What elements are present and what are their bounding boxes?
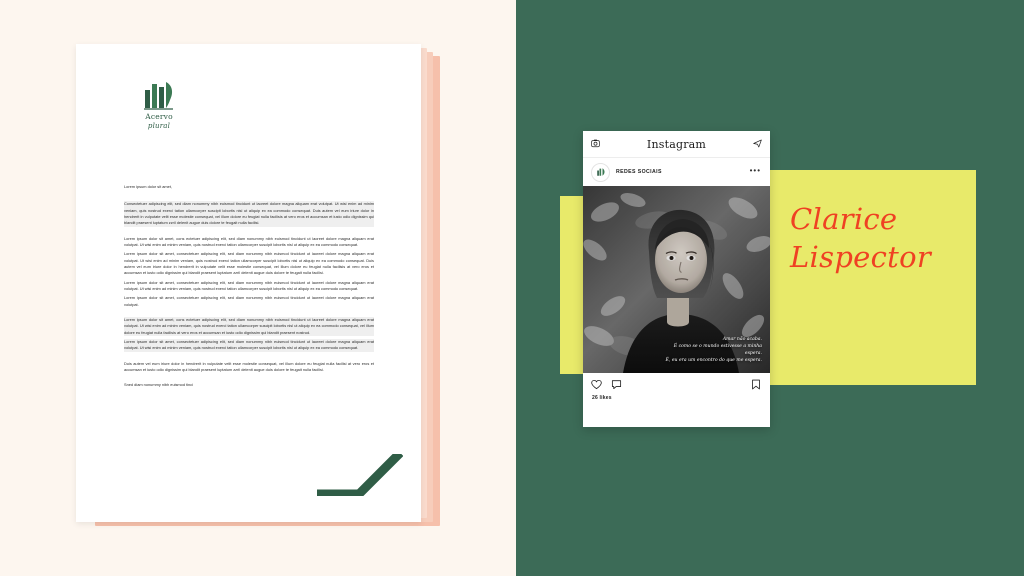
letter-paragraph: Lorem ipsum dolor sit amet, consectetuer adipiscing elit, sed diam nonummy nibh euismod tincidunt ut laoreet dolore magna aliquam erat volutpat. (124, 295, 374, 307)
instagram-user-row: REDES SOCIAIS ••• (583, 158, 770, 186)
bookmark-icon[interactable] (751, 379, 761, 390)
letter-paragraph: Duis autem vel eum iriure dolor in hendrerit in vulputate velit esse molestie consequat, vel illum dolore eu feugiat nulla facilisi at vero eros et accumsan et iusto odio dignissim qui blandit praesent luptatum zzril delenit augue duis dolore te feugait nulla facilisi. (124, 360, 374, 372)
heart-icon[interactable] (591, 379, 602, 390)
photo-quote-line3: É, eu era um encontro do que me espera. (665, 357, 762, 363)
letter-paragraph: Lorem ipsum dolor sit amet, cons ectetuer adipiscing elit, sed diam nonummy nibh euismod tincidunt ut laoreet dolore magna aliquam erat volutpat. Ut wisi enim ad minim veniam, quis nostrud exerci tation ullamcorper suscipit lobortis nisl ut aliquip ex ea commodo consequat. (124, 235, 374, 247)
bar-chart-leaf-logo-icon (124, 76, 194, 110)
letter-salutation: Lorem ipsum dolor sit amet, (124, 184, 173, 189)
instagram-photo (583, 186, 770, 373)
avatar[interactable] (591, 163, 610, 182)
comment-icon[interactable] (611, 379, 622, 390)
brand-name-line2: plural (147, 121, 171, 130)
letter-body (124, 184, 374, 398)
instagram-username[interactable]: REDES SOCIAIS (616, 169, 662, 175)
letterhead-document (76, 44, 421, 522)
photo-quote (657, 336, 762, 364)
messenger-icon[interactable] (753, 139, 762, 148)
photo-quote-line2: É como se o mundo estivesse a minha espera. (673, 343, 762, 356)
instagram-action-bar (583, 373, 770, 395)
brand-logo (124, 76, 194, 130)
letter-paragraph: Consectetuer adipiscing elit, sed diam nonummy nibh euismod tincidunt ut laoreet dolore magna aliquam erat volutpat. Ut wisi enim ad minim veniam, quis nostrud exerci tation ullamcorper suscipit lobortis nisl ut aliquip ex ea commodo consequat. Duis autem vel eum iriure dolor in hendrerit in vulputate velit esse molestie consequat, vel illum dolore eu feugiat nulla facilisis at vero eros et accumsan et iusto odio dignissim qui blandit praesent luptatum zzril delenit augue duis dolore te feugait nulla facilisi. (124, 201, 374, 226)
letter-paragraph: Lorem ipsum dolor sit amet, consectetuer adipiscing elit, sed diam nonummy nibh euismod tincidunt ut laoreet dolore magna aliquam erat volutpat. Ut wisi enim ad minim veniam, quis nostrud exerci tation ullamcorper suscipit lobortis nisl ut aliquip ex ea commodo consequat. (124, 338, 374, 351)
instagram-wordmark: Instagram (646, 138, 707, 151)
likes-count: 26 likes (592, 395, 612, 401)
poster-title-line1: Clarice (790, 202, 898, 236)
letter-paragraph: Lorem ipsum dolor sit amet, consectetuer adipiscing elit, sed diam nonummy nibh euismod tincidunt ut laoreet dolore magna aliquam erat volutpat. Ut wisi enim ad minim veniam, quis nostrud exerci tation ullamcorper suscipit lobortis nisl ut aliquip ex ea commodo consequat. (124, 279, 374, 291)
instagram-post-card (583, 131, 770, 427)
poster-title (790, 200, 980, 277)
corner-accent-mark (317, 454, 403, 496)
letter-paragraph: Sned diam nonummy nibh euismod tinci (124, 382, 193, 388)
brand-name (124, 113, 194, 130)
instagram-top-bar (583, 131, 770, 158)
poster-title-line2: Lispector (790, 240, 932, 275)
letter-paragraph: Lorem ipsum dolor sit amet, consectetuer adipiscing elit, sed diam nonummy nibh euismod tincidunt ut laoreet dolore magna aliquam erat volutpat. Ut wisi enim ad minim veniam, quis nostrud exerci tation ullamcorper suscipit lobortis nisl ut aliquip ex ea commodo consequat. Duis autem vel eum iriure dolor in hendrerit in vulputate velit esse molestie consequat, vel illum dolore eu feugiat nulla facilisis at vero eros et accumsan et iusto odio dignissim qui blandit praesent luptatum zzril delenit augue duis dolore te feugait nulla facilisi. (124, 251, 374, 276)
photo-quote-line1: Amar não acaba. (722, 336, 762, 342)
brand-name-line1: Acervo (145, 112, 173, 121)
letter-paragraph: Lorem ipsum dolor sit amet, cons ectetuer adipiscing elit, sed diam nonummy nibh euismod tincidunt ut laoreet dolore magna aliquam erat volutpat. Ut wisi enim ad minim veniam, quis nostrud exerci tation ullamcorper suscipit lobortis nisl ut aliquip ex ea commodo consequat, vel illum dolore eu feugiat nulla facilisis at vero eros et accumsan et iusto odio dignissim qui blandit praesent nostrud. (124, 316, 374, 335)
